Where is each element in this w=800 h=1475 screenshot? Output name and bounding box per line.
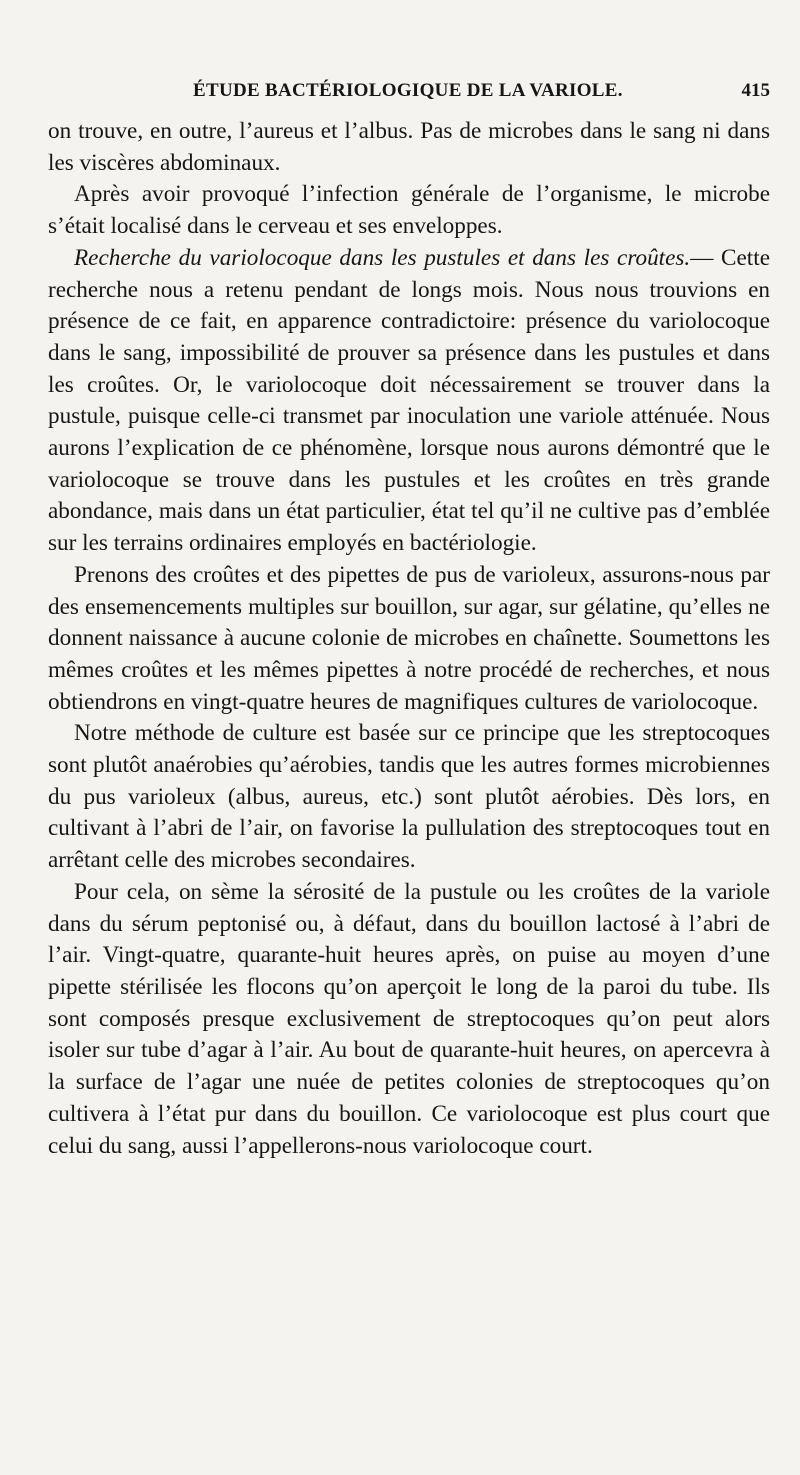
paragraph-text: Notre méthode de culture est basée sur ce principe que les streptocoques sont plutôt anaérobies qu’aérobies, tandis que les autres formes microbiennes du pus varioleux (albus, aureus, etc.) sont plutôt aérobies. Dès lors, en cultivant à l’abri de l’air, on favorise la pullulation des streptocoques tout en arrêtant celle des microbes secondaires. (48, 720, 770, 874)
section-heading: Recherche du variolocoque dans les pustules et dans les croûtes. (74, 244, 691, 271)
paragraph (48, 877, 770, 1162)
paragraph-text: Prenons des croûtes et des pipettes de pus de varioleux, assurons-nous par des ensemencements multiples sur bouillon, sur agar, sur gélatine, qu’elles ne donnent naissance à aucune colonie de microbes en chaînette. Soumettons les mêmes croûtes et les mêmes pipettes à notre procédé de recherches, et nous obtiendrons en vingt-quatre heures de magnifiques cultures de variolocoque. (48, 561, 770, 715)
paragraph (48, 560, 770, 719)
paragraph (48, 179, 770, 242)
paragraph-text: — Cette recherche nous a retenu pendant de longs mois. Nous nous trouvions en présence de ce fait, en apparence contradictoire: présence du variolocoque dans le sang, impossibilité de prouver sa présence dans les pustules et dans les croûtes. Or, le variolocoque doit nécessairement se trouver dans la pustule, puisque celle-ci transmet par inoculation une variole atténuée. Nous aurons l’explication de ce phénomène, lorsque nous aurons démontré que le variolocoque se trouve dans les pustules et les croûtes en très grande abondance, mais dans un état particulier, état tel qu’il ne cultive pas d’emblée sur les terrains ordinaires employés en bactériologie. (48, 244, 770, 557)
running-title: ÉTUDE BACTÉRIOLOGIQUE DE LA VARIOLE. (193, 80, 623, 101)
paragraph-continued (48, 116, 770, 179)
paragraph-with-heading (48, 243, 770, 560)
paragraph (48, 718, 770, 877)
body-text (48, 116, 770, 1162)
page-number: 415 (741, 80, 770, 101)
paragraph-text: Après avoir provoqué l’infection générale de l’organisme, le microbe s’était localisé dans le cerveau et ses enveloppes. (48, 181, 770, 240)
paragraph-text: on trouve, en outre, l’aureus et l’albus. Pas de microbes dans le sang ni dans les viscères abdominaux. (48, 118, 770, 176)
paragraph-text: Pour cela, on sème la sérosité de la pustule ou les croûtes de la variole dans du sérum peptonisé ou, à défaut, dans du bouillon lactosé à l’abri de l’air. Vingt-quatre, quarante-huit heures après, on puise au moyen d’une pipette stérilisée les flocons qu’on aperçoit le long de la paroi du tube. Ils sont composés presque exclusivement de streptocoques qu’on peut alors isoler sur tube d’agar à l’air. Au bout de quarante-huit heures, on apercevra à la surface de l’agar une nuée de petites colonies de streptocoques qu’on cultivera à l’état pur dans du bouillon. Ce variolocoque est plus court que celui du sang, aussi l’appellerons-nous variolocoque court. (48, 878, 770, 1159)
running-head (48, 80, 770, 110)
